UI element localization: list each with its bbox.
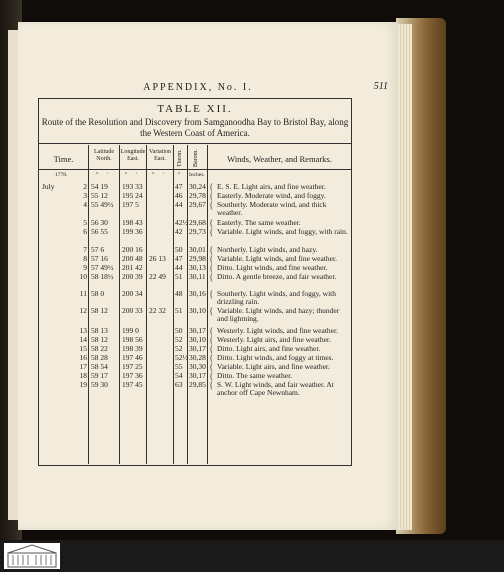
remarks-cell: Ditto. A gentle breeze, and fair weather. [217, 272, 337, 281]
column-divider [187, 145, 188, 464]
header-variation: Variation East. [149, 149, 171, 162]
lon-min-unit: ' [136, 172, 137, 178]
brace-mark: { [209, 353, 214, 363]
longitude-cell: 197 25 [122, 362, 143, 371]
therm-cell: 52 [175, 335, 183, 344]
header-bottom-rule [39, 169, 351, 170]
remarks-cell: Northerly. Light winds, and hazy. [217, 245, 318, 254]
brace-mark: { [209, 227, 214, 237]
column-divider [119, 145, 120, 464]
latitude-cell: 59 30 [91, 380, 108, 389]
latitude-cell: 56 30 [91, 218, 108, 227]
longitude-cell: 195 24 [122, 191, 143, 200]
therm-cell: 51 [175, 306, 183, 315]
barom-unit: Inches. [189, 172, 205, 178]
longitude-cell: 197 5 [122, 200, 139, 209]
longitude-cell: 198 43 [122, 218, 143, 227]
page-number: 511 [373, 81, 388, 92]
year-label: 1778. [55, 172, 68, 178]
latitude-cell: 58 54 [91, 362, 108, 371]
therm-unit: ° [178, 172, 181, 178]
day-cell: 10 [79, 272, 87, 281]
latitude-cell: 56 55 [91, 227, 108, 236]
longitude-cell: 197 36 [122, 371, 143, 380]
column-divider [207, 145, 208, 464]
longitude-cell: 198 56 [122, 335, 143, 344]
lat-deg-unit: ° [96, 172, 99, 178]
remarks-cell: Southerly. Moderate wind, and thick weather. [217, 200, 327, 217]
remarks-cell: Variable. Light winds, and hazy; thunder and lightning. [217, 306, 340, 323]
latitude-cell: 57 16 [91, 254, 108, 263]
longitude-cell: 193 33 [122, 182, 143, 191]
variation-cell: 22 49 [149, 272, 166, 281]
latitude-cell: 58 13 [91, 326, 108, 335]
longitude-cell: 197 45 [122, 380, 143, 389]
latitude-cell: 58 0 [91, 289, 105, 298]
therm-cell: 54 [175, 371, 183, 380]
day-cell: 9 [83, 263, 87, 272]
day-cell: 2 [83, 182, 87, 191]
header-longitude: Longitude East. [120, 149, 146, 162]
day-cell: 6 [83, 227, 87, 236]
therm-cell: 55 [175, 362, 183, 371]
brace-mark: { [209, 218, 214, 228]
barom-cell: 30,17 [189, 326, 206, 335]
brace-mark: { [209, 344, 214, 354]
barom-cell: 29,67 [189, 200, 206, 209]
day-cell: 11 [79, 289, 87, 298]
therm-cell: 50 [175, 326, 183, 335]
brace-mark: { [209, 191, 214, 201]
remarks-cell: Easterly. The same weather. [217, 218, 301, 227]
brace-mark: { [209, 335, 214, 345]
longitude-cell: 200 39 [122, 272, 143, 281]
brace-mark: { [209, 371, 214, 381]
latitude-cell: 58 28 [91, 353, 108, 362]
therm-cell: 42½ [175, 218, 189, 227]
therm-cell: 52½ [175, 353, 189, 362]
barom-cell: 30,28 [189, 353, 206, 362]
therm-cell: 44 [175, 200, 183, 209]
day-cell: 17 [79, 362, 87, 371]
table-subtitle: Route of the Resolution and Discovery from Samganoodha Bay to Bristol Bay, along the Western Coast of America. [41, 117, 349, 138]
longitude-cell: 199 36 [122, 227, 143, 236]
barom-cell: 30,01 [189, 245, 206, 254]
latitude-cell: 57 6 [91, 245, 105, 254]
column-divider [173, 145, 174, 464]
remarks-cell: Westerly. Light winds, and fine weather. [217, 326, 338, 335]
longitude-cell: 200 48 [122, 254, 143, 263]
therm-cell: 48 [175, 289, 183, 298]
header-remarks: Winds, Weather, and Remarks. [227, 154, 332, 164]
header-top-rule [39, 143, 351, 144]
therm-cell: 47 [175, 182, 183, 191]
day-cell: 3 [83, 191, 87, 200]
latitude-cell: 59 17 [91, 371, 108, 380]
header-time: Time. [53, 154, 74, 164]
day-cell: 4 [83, 200, 87, 209]
latitude-cell: 55 12 [91, 191, 108, 200]
remarks-cell: Ditto. Light winds, and foggy at times. [217, 353, 334, 362]
latitude-cell: 57 49½ [91, 263, 114, 272]
brace-mark: { [209, 272, 214, 282]
latitude-cell: 54 19 [91, 182, 108, 191]
barom-cell: 30,10 [189, 335, 206, 344]
day-cell: 7 [83, 245, 87, 254]
brace-mark: { [209, 263, 214, 273]
lat-min-unit: ' [107, 172, 108, 178]
latitude-cell: 55 49½ [91, 200, 114, 209]
barom-cell: 30,16 [189, 289, 206, 298]
remarks-cell: S. W. Light winds, and fair weather. At anchor off Cape Newnham. [217, 380, 334, 397]
variation-cell: 22 32 [149, 306, 166, 315]
longitude-cell: 201 42 [122, 263, 143, 272]
brace-mark: { [209, 326, 214, 336]
brace-mark: { [209, 362, 214, 372]
brace-mark: { [209, 380, 214, 390]
therm-cell: 63 [175, 380, 183, 389]
remarks-cell: Variable. Light airs, and fine weather. [217, 362, 330, 371]
remarks-cell: E. S. E. Light airs, and fine weather. [217, 182, 326, 191]
barom-cell: 29,68 [189, 218, 206, 227]
remarks-cell: Ditto. The same weather. [217, 371, 293, 380]
day-cell: 14 [79, 335, 87, 344]
barom-cell: 29,78 [189, 191, 206, 200]
longitude-cell: 200 34 [122, 289, 143, 298]
book-page [18, 22, 398, 530]
brace-mark: { [209, 182, 214, 192]
header-latitude: Latitude North. [94, 149, 114, 162]
longitude-cell: 199 0 [122, 326, 139, 335]
latitude-cell: 58 12 [91, 306, 108, 315]
day-cell: 12 [79, 306, 87, 315]
day-cell: 16 [79, 353, 87, 362]
longitude-cell: 197 46 [122, 353, 143, 362]
longitude-cell: 200 33 [122, 306, 143, 315]
brace-mark: { [209, 245, 214, 255]
remarks-cell: Variable. Light winds, and foggy, with rain. [217, 227, 348, 236]
remarks-cell: Variable. Light winds, and fine weather. [217, 254, 337, 263]
therm-cell: 51 [175, 272, 183, 281]
barom-cell: 30,24 [189, 182, 206, 191]
column-divider [88, 145, 89, 464]
library-building-logo [4, 543, 60, 569]
header-barometer: Barom. [193, 149, 199, 167]
barom-cell: 30,17 [189, 371, 206, 380]
brace-mark: { [209, 289, 214, 299]
remarks-cell: Westerly. Light airs, and fine weather. [217, 335, 331, 344]
remarks-cell: Ditto. Light airs, and fine weather. [217, 344, 321, 353]
table-title: TABLE XII. [157, 103, 233, 115]
latitude-cell: 58 22 [91, 344, 108, 353]
day-cell: 18 [79, 371, 87, 380]
remarks-cell: Southerly. Light winds, and foggy, with drizzling rain. [217, 289, 337, 306]
brace-mark: { [209, 254, 214, 264]
remarks-cell: Easterly. Moderate wind, and foggy. [217, 191, 326, 200]
therm-cell: 47 [175, 254, 183, 263]
therm-cell: 46 [175, 191, 183, 200]
barom-cell: 29,85 [189, 380, 206, 389]
day-cell: 19 [79, 380, 87, 389]
barom-cell: 30,11 [189, 272, 206, 281]
remarks-cell: Ditto. Light winds, and fine weather. [217, 263, 328, 272]
day-cell: 5 [83, 218, 87, 227]
day-cell: 15 [79, 344, 87, 353]
variation-cell: 26 13 [149, 254, 166, 263]
brace-mark: { [209, 306, 214, 316]
barom-cell: 30,13 [189, 263, 206, 272]
day-cell: 8 [83, 254, 87, 263]
lon-deg-unit: ° [125, 172, 128, 178]
therm-cell: 42 [175, 227, 183, 236]
barom-cell: 29,98 [189, 254, 206, 263]
barom-cell: 30,30 [189, 362, 206, 371]
therm-cell: 52 [175, 344, 183, 353]
barom-cell: 30,17 [189, 344, 206, 353]
var-deg-unit: ° [152, 172, 155, 178]
therm-cell: 50 [175, 245, 183, 254]
longitude-cell: 198 39 [122, 344, 143, 353]
day-cell: 13 [79, 326, 87, 335]
month-label: July [42, 182, 55, 191]
running-head: APPENDIX, No. I. [143, 82, 253, 93]
barom-cell: 30,10 [189, 306, 206, 315]
barom-cell: 29,73 [189, 227, 206, 236]
data-table [38, 98, 352, 466]
var-min-unit: ' [163, 172, 164, 178]
latitude-cell: 58 12 [91, 335, 108, 344]
viewer-footer-bar [0, 540, 504, 572]
longitude-cell: 200 16 [122, 245, 143, 254]
column-divider [146, 145, 147, 464]
brace-mark: { [209, 200, 214, 210]
therm-cell: 44 [175, 263, 183, 272]
latitude-cell: 58 18½ [91, 272, 114, 281]
header-thermometer: Therm. [177, 149, 183, 167]
